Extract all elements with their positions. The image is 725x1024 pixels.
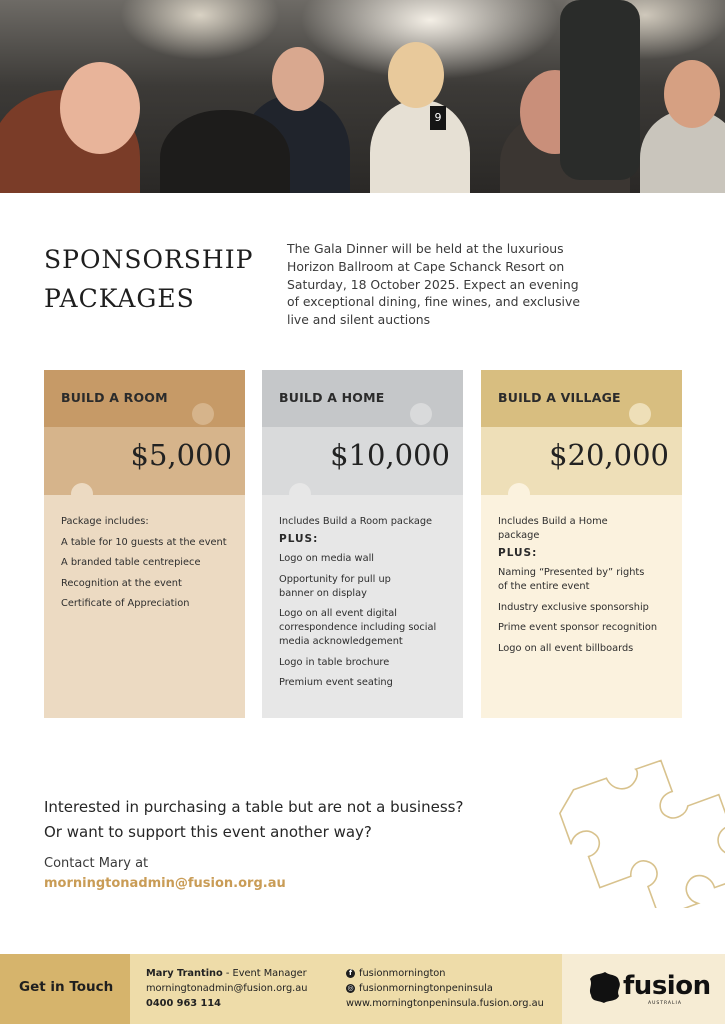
package-item: Logo on all event billboards	[498, 642, 634, 654]
instagram-handle[interactable]: fusionmorningtonpeninsula	[359, 983, 493, 994]
footer-phone[interactable]: 0400 963 114	[146, 998, 221, 1009]
package-item: Premium event seating	[279, 677, 393, 688]
logo-wordmark: fusion	[623, 971, 711, 1001]
social-links	[346, 966, 544, 1011]
package-item: Logo on all event digital correspondence including social media acknowledgement	[279, 608, 437, 647]
contact-role: - Event Manager	[222, 968, 307, 979]
puzzle-tab-shape	[71, 483, 93, 505]
package-item: Naming “Presented by” rights of the entire event	[498, 567, 645, 592]
facebook-handle[interactable]: fusionmornington	[359, 968, 446, 979]
contact-name: Mary Trantino	[146, 968, 223, 979]
question-line-1: Interested in purchasing a table but are not a business?	[44, 798, 464, 816]
logo-panel	[562, 954, 725, 1024]
logo-subtitle: AUSTRALIA	[648, 1001, 682, 1006]
fusion-logo-mark	[588, 970, 622, 1004]
footer-email-link[interactable]: morningtonadmin@fusion.org.au	[146, 983, 308, 994]
package-plus-label: PLUS:	[498, 547, 538, 559]
package-item: Certificate of Appreciation	[61, 598, 190, 609]
package-plus-label: PLUS:	[279, 533, 319, 545]
page-title	[44, 240, 274, 318]
instagram-icon: ◎	[347, 984, 354, 992]
package-item: Prime event sponsor recognition	[498, 622, 658, 633]
package-name: BUILD A ROOM	[61, 390, 168, 405]
puzzle-tab-shape	[629, 403, 651, 425]
fusion-logo	[588, 968, 711, 1010]
package-build-a-room	[44, 370, 245, 718]
puzzle-tab-shape	[289, 483, 311, 505]
intro-text: The Gala Dinner will be held at the luxurious Horizon Ballroom at Cape Schanck Resort on Saturday, 18 October 2025. Expect an evening of exceptional dining, fine wines, and exclusive live and silent auctions	[287, 241, 580, 328]
package-name: BUILD A HOME	[279, 390, 385, 405]
package-header	[44, 370, 245, 427]
package-item: A branded table centrepiece	[61, 557, 201, 568]
package-details	[61, 515, 235, 618]
hero-photo	[0, 0, 725, 193]
package-price: $5,000	[130, 438, 232, 472]
contact-panel	[130, 954, 562, 1024]
package-item: A table for 10 guests at the event	[61, 536, 227, 548]
contact-email-link[interactable]: morningtonadmin@fusion.org.au	[44, 876, 286, 891]
package-item: Recognition at the event	[61, 577, 182, 589]
package-item: Opportunity for pull up banner on display	[279, 573, 391, 599]
package-build-a-home	[262, 370, 463, 718]
website-link[interactable]: www.morningtonpeninsula.fusion.org.au	[346, 998, 544, 1009]
package-build-a-village	[481, 370, 682, 718]
package-item: Logo on media wall	[279, 553, 375, 564]
puzzle-tab-shape	[192, 403, 214, 425]
package-intro: Includes Build a Room package	[279, 516, 433, 527]
question-line-2: Or want to support this event another way?	[44, 823, 372, 841]
puzzle-tab-shape	[410, 403, 432, 425]
table-number-card: 9	[430, 106, 446, 130]
package-name: BUILD A VILLAGE	[498, 390, 621, 405]
package-price: $20,000	[549, 438, 669, 472]
package-price: $10,000	[330, 438, 450, 472]
package-item: Package includes:	[61, 516, 149, 527]
support-question	[44, 795, 544, 845]
title-line-2: PACKAGES	[44, 284, 195, 313]
footer	[0, 954, 725, 1024]
puzzle-piece-icon	[558, 758, 725, 908]
contact-label: Contact Mary at	[44, 856, 149, 871]
package-header	[481, 370, 682, 427]
contact-details	[146, 966, 308, 1011]
facebook-icon: f	[346, 969, 355, 978]
title-line-1: SPONSORSHIP	[44, 245, 254, 274]
package-details	[498, 515, 672, 662]
package-header	[262, 370, 463, 427]
package-intro: Includes Build a Home package	[498, 516, 608, 541]
package-item: Logo in table brochure	[279, 656, 390, 668]
package-item: Industry exclusive sponsorship	[498, 601, 649, 613]
get-in-touch-label: Get in Touch	[19, 979, 114, 995]
puzzle-tab-shape	[508, 483, 530, 505]
get-in-touch-panel	[0, 954, 130, 1024]
package-details	[279, 515, 453, 697]
